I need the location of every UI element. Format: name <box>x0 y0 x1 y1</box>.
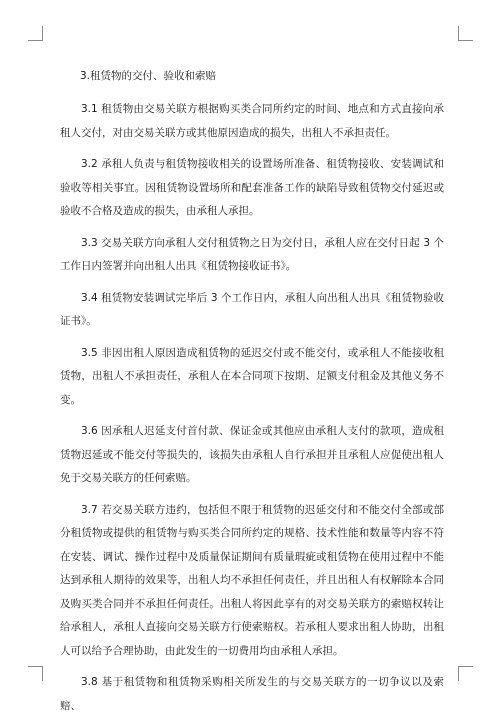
paragraph-3-7: 3.7 若交易关联方违约，包括但不限于租赁物的迟延交付和不能交付全部或部分租赁物或提供的租赁物与购买类合同所约定的规格、技术性能和数量等内容不符在安装、调试、操作过程中及质量保证期间有质量瑕疵或租赁物在使用过程中不能达到承租人期待的效果等，出租人均不承担任何责任，并且出租人有权解除本合同及购买类合同并不承担任何责任。出租人将因此享有的对交易关联方的索赔权转让给承租人，承租人直接向交易关联方行使索赔权。若承租人要求出租人协助，出租人可以给予合理协助，由此发生的一切费用均由承租人承担。 <box>60 503 444 657</box>
paragraph-3-4: 3.4 租赁物安装调试完毕后 3 个工作日内，承租人向出租人出具《租赁物验收证书》。 <box>60 291 444 327</box>
crop-mark-top-right <box>458 26 473 41</box>
paragraph-3-6: 3.6 因承租人迟延支付首付款、保证金或其他应由承租人支付的款项，造成租赁物迟延或不能交付等损失的，该损失由承租人自行承担并且承租人应促使出租人免于交易关联方的任何索赔。 <box>60 425 444 484</box>
document-body <box>60 64 444 726</box>
crop-mark-bottom-left <box>28 666 43 681</box>
crop-mark-top-left <box>28 26 43 41</box>
paragraph-3-2: 3.2 承租人负责与租赁物接收相关的设置场所准备、租赁物接收、安装调试和验收等相关事宜。因租赁物设置场所和配套准备工作的缺陷导致租赁物交付延迟或验收不合格及造成的损失，由承租人承担。 <box>60 158 444 217</box>
crop-mark-bottom-right <box>458 666 473 681</box>
paragraph-3-8: 3.8 基于租赁物和租赁物采购相关所发生的与交易关联方的一切争议以及索赔、 <box>60 676 444 712</box>
section-heading: 3.租赁物的交付、验收和索赔 <box>80 70 217 82</box>
paragraph-3-3: 3.3 交易关联方向承租人交付租赁物之日为交付日，承租人应在交付日起 3 个工作日内签署并向出租人出具《租赁物接收证书》。 <box>60 236 444 272</box>
paragraph-3-1: 3.1 租赁物由交易关联方根据购买类合同所约定的时间、地点和方式直接向承租人交付，对由交易关联方或其他原因造成的损失，出租人不承担责任。 <box>60 103 444 139</box>
paragraph-3-5: 3.5 非因出租人原因造成租赁物的延迟交付或不能交付，或承租人不能接收租赁物，出租人不承担责任，承租人在本合同项下按期、足额支付租金及其他义务不变。 <box>60 346 444 406</box>
